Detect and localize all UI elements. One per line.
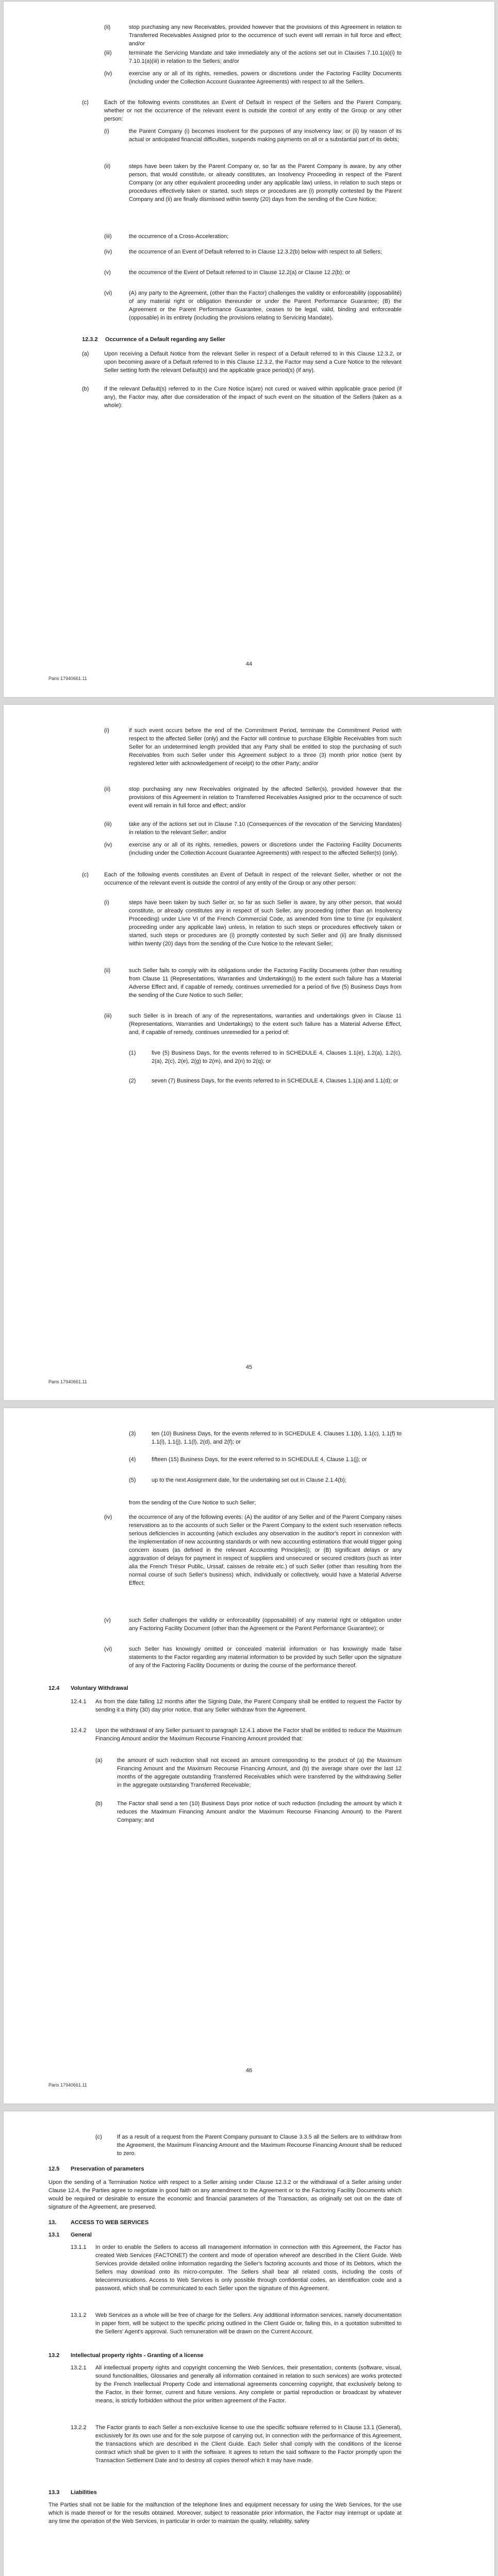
item-label: (5) xyxy=(129,1477,136,1483)
section-heading: Intellectual property rights - Granting of a license xyxy=(71,2352,204,2359)
section-number: 13.1 xyxy=(48,2232,60,2238)
page-number: 46 xyxy=(245,2067,253,2074)
section-heading: Voluntary Withdrawal xyxy=(71,1685,128,1691)
item-text: up to the next Assignment date, for the undertaking set out in Clause 2.1.4(b); xyxy=(152,1477,346,1483)
item-text: the occurrence of a Cross-Acceleration; xyxy=(129,233,229,240)
item-text: the occurrence of the Event of Default referred to in Clause 12.2(a) or Clause 12.2(b); or xyxy=(129,269,351,276)
page-footer: Paris 17940661.11 xyxy=(48,676,87,681)
item-label: (i) xyxy=(104,900,109,906)
item-text: Upon receiving a Default Notice from the relevant Seller in respect of a Default referred to in this Clause 12.3.2, or upon becoming aware of a Default referred to in this Clause 12.3.2, the Factor may send a Cure Notice to the relevant Seller setting forth the relevant Default(s) and the applicable grace period(s) (if any). xyxy=(104,351,402,374)
section-number: 13.3 xyxy=(48,2489,60,2496)
item-text: the occurrence of any of the following events: (A) the auditor of any Seller and of the Parent Company raises reservations as to the accounts of such Seller or the Parent Company to the extent such reservation reflects serious deficiencies in accounting (which excludes any observation in the auditor's report in connexion with the implementation of new accounting standards or with new accounting estimations that would trigger going concern issues (as defined in the relevant Accounting Principles)); or (B) significant delays or any aggravation of delays for payment in respect of suppliers and unsecured or secured creditors (such as inter alia the French Trésor Public, Urssaf, caisses de retraite etc.) of such Seller (other than resulting from the normal course of such Seller's business) which, individually or collectively, would have a Material Adverse Effect; xyxy=(129,1514,402,1586)
document-page xyxy=(4,2,494,697)
item-label: (iv) xyxy=(104,1514,112,1520)
item-label: (1) xyxy=(129,1050,136,1056)
section-heading: ACCESS TO WEB SERVICES xyxy=(71,2219,149,2226)
item-label: (ii) xyxy=(104,968,111,974)
item-text: such Seller is in breach of any of the representations, warranties and undertakings given in Clause 11 (Representations, Warranties and Undertakings) to the extent such failure has a Material Adverse Effect, and, if capable of remedy, continues unremedied for a period of: xyxy=(129,1013,402,1036)
item-text: five (5) Business Days, for the events referred to in SCHEDULE 4, Clauses 1.1(e), 1.2(a), 1.2(c), 2(a), 2(c), 2(e), 2(g) to 2(m), and 2(n) to 2(q); or xyxy=(152,1050,402,1064)
item-text: The Factor shall send a ten (10) Business Days prior notice of such reduction (including the amount by which it reduces the Maximum Financing Amount and/or the Maximum Recourse Financing Amount) to the Parent Company; and xyxy=(117,1801,402,1823)
item-label: 13.1.2 xyxy=(71,2312,87,2318)
section-number: 12.4 xyxy=(48,1685,60,1691)
item-text: Each of the following events constitutes an Event of Default in respect of the relevant Seller, whether or not the occurrence of the relevant event is outside the control of any entity of the Group or any other person: xyxy=(104,872,402,886)
item-text: steps have been taken by the Parent Company or, so far as the Parent Company is aware, by any other person, that would constitute, or already constitutes, an Insolvency Proceeding in respect of the Parent Company (or any other equivalent proceeding under any applicable law) unless, in relation to such steps or procedures effectively taken or started, such steps or procedures are (i) promptly contested by the Parent Company and (ii) are finally dismissed within twenty (20) days from the sending of the Cure Notice; xyxy=(129,163,402,202)
item-text: the occurrence of an Event of Default referred to in Clause 12.3.2(b) below with respect to all Sellers; xyxy=(129,249,382,255)
page-footer: Paris 17940661.11 xyxy=(48,1379,87,1384)
item-label: (a) xyxy=(95,1757,103,1764)
item-label: (iv) xyxy=(104,249,112,255)
section-heading: Liabilities xyxy=(71,2489,97,2496)
item-label: (iii) xyxy=(104,1013,112,1019)
item-text: The Factor grants to each Seller a non-exclusive license to use the specific software referred to in Clause 13.1 (General), exclusively for its own use and for the sole purpose of carrying out, in connection with the performance of this Agreement, the transactions which are described in the Client Guide. Each Seller shall comply with the conditions of the license contract which shall be given to it with the software. It agrees to return the said software to the Factor promptly upon the Transaction Settlement Date and to destroy all copies thereof which it may have made. xyxy=(95,2425,402,2464)
item-text: such Seller has knowingly omitted or concealed material information or has knowingly made false statements to the Factor regarding any material information to be provided by such Seller upon the signature of any of the Factoring Facility Documents or during the course of the performance thereof. xyxy=(129,1646,402,1669)
item-label: (c) xyxy=(95,2134,102,2140)
item-text: As from the date falling 12 months after the Signing Date, the Parent Company shall be entitled to request the Factor by sending it a thirty (30) day prior notice, that any Seller withdraw from the Agreement. xyxy=(95,1699,402,1713)
item-label: (c) xyxy=(82,872,89,878)
item-text: such Seller challenges the validity or enforceability (opposabilité) of any material right or obligation under any Factoring Facility Document (other than the Agreement or the Parent Performance Guarantee); or xyxy=(129,1617,402,1632)
page-number: 45 xyxy=(245,1364,253,1370)
item-text: stop purchasing any new Receivables originated by the affected Seller(s), provided however that the provisions of this Agreement in relation to Transferred Receivables Assigned prior to the occurrence of such event will remain in full force and effect; and/or xyxy=(129,786,402,809)
item-label: (b) xyxy=(82,386,89,392)
item-label: (b) xyxy=(95,1801,103,1807)
item-label: (vi) xyxy=(104,1646,112,1652)
item-label: (vi) xyxy=(104,290,112,296)
section-number: 13.2 xyxy=(48,2352,60,2359)
item-label: (3) xyxy=(129,1431,136,1437)
item-label: 12.4.1 xyxy=(71,1699,87,1705)
item-text: take any of the actions set out in Clause 7.10 (Consequences of the revocation of the Servicing Mandates) in relation to the relevant Seller; and/or xyxy=(129,821,402,836)
section-heading: Occurrence of a Default regarding any Seller xyxy=(105,336,225,343)
item-label: 13.2.2 xyxy=(71,2425,87,2431)
item-label: (v) xyxy=(104,269,111,276)
item-label: (v) xyxy=(104,1617,111,1623)
item-label: (c) xyxy=(82,99,89,106)
document-page xyxy=(4,2111,494,2576)
item-label: (i) xyxy=(104,128,109,134)
page-footer: Paris 17940661.11 xyxy=(48,2082,87,2088)
section-number: 12.3.2 xyxy=(82,336,98,343)
item-label: (iii) xyxy=(104,50,112,56)
item-text: fifteen (15) Business Days, for the event referred to in SCHEDULE 4, Clause 1.1(j); or xyxy=(152,1456,367,1463)
section-heading: Preservation of parameters xyxy=(71,2166,144,2172)
item-text: (A) any party to the Agreement, (other than the Factor) challenges the validity or enforceability (opposabilité) of any material right or obligation thereunder or under the Parent Performance Guarantee; (B) the Agreement or the Parent Performance Guarantee, ceases to be legal, valid, binding and enforceable (opposable) in its entirety (including the provisions relating to Servicing Mandate). xyxy=(129,290,402,321)
item-text: steps have been taken by such Seller or, so far as such Seller is aware, by any other person, that would constitute, or already constitutes any in respect of such Seller, any proceeding (other than an Insolvency Proceeding) under Livre VI of the French Commercial Code, as amended from time to time (or equivalent proceeding under any applicable law) unless, in relation to such steps or procedures effectively taken or started, such steps or procedures are (i) promptly contested by such Seller and (ii) are finally dismissed within twenty (20) days from the sending of the Cure Notice to the relevant Seller; xyxy=(129,900,402,947)
document-page xyxy=(4,705,494,1400)
item-label: 13.2.1 xyxy=(71,2365,87,2371)
item-label: (2) xyxy=(129,1078,136,1084)
item-text: exercise any or all of its rights, remedies, powers or discretions under the Factoring Facility Documents (including under the Collection Account Guarantee Agreements) with respect to the affected Seller(s) (only). xyxy=(129,842,402,856)
paragraph: Upon the sending of a Termination Notice with respect to a Seller arising under Clause 12.3.2 or the withdrawal of a Seller arising under Clause 12.4, the Parties agree to negotiate in good faith on any amendment to the Agreement or to the Factoring Facility Documents which would be required or desirable to ensure the economic and financial parameters of the Transaction, as originally set out on the date of signature of the Agreement, are preserved. xyxy=(48,2179,402,2210)
item-text: Each of the following events constitutes an Event of Default in respect of the Sellers and the Parent Company, whether or not the occurrence of the relevant event is outside the control of any entity of the Group or any other person: xyxy=(104,99,402,122)
item-text: terminate the Servicing Mandate and take immediately any of the actions set out in Clauses 7.10.1(a)(i) to 7.10.1(a)(iii) in relation to the Sellers; and/or xyxy=(129,50,402,64)
item-label: (a) xyxy=(82,351,89,357)
item-text: seven (7) Business Days, for the events referred to in SCHEDULE 4, Clauses 1.1(a) and 1.1(d); or xyxy=(152,1078,399,1084)
document-page xyxy=(4,1408,494,2104)
item-label: (iii) xyxy=(104,233,112,240)
item-text: if such event occurs before the end of the Commitment Period, terminate the Commitment Period with respect to the affected Seller (only) and the Factor will continue to purchase Eligible Receivables from such Seller for an undetermined length provided that any Party shall be entitled to stop the purchasing of such Receivables from such Seller under this Agreement subject to a three (3) month prior notice (sent by registered letter with acknowledgement of receipt) to the other Party; and/or xyxy=(129,727,402,767)
item-label: 12.4.2 xyxy=(71,1727,87,1734)
item-text: stop purchasing any new Receivables, provided however that the provisions of this Agreement in relation to Transferred Receivables Assigned prior to the occurrence of such event will remain in full force and effect; and/or xyxy=(129,24,402,47)
item-text: In order to enable the Sellers to access all management information in connection with this Agreement, the Factor has created Web Services (FACTONET) the content and mode of operation whereof are described in the Client Guide. Web Services provide detailed online information regarding the Seller's factoring accounts and those of its Debtors, which the Sellers may download onto its micro-computer. The Sellers shall bear all related costs, including the costs of telecommunications. Access to Web Services is only possible through confidential codes, an identification code and a password, which shall be communicated to each Seller upon the signature of this Agreement. xyxy=(95,2244,402,2292)
item-text: ten (10) Business Days, for the events referred to in SCHEDULE 4, Clauses 1.1(b), 1.1(c), 1.1(f) to 1.1(i), 1.1(j), 1.1(l), 2(d), and 2(f); or xyxy=(152,1431,402,1445)
paragraph: The Parties shall not be liable for the malfunction of the telephone lines and equipment necessary for using the Web Services, for the use which is made thereof or for the results obtained. Moreover, subject to reasonable prior information, the Factor may interrupt or update at any time the operation of the Web Services, in particular in order to maintain the quality, reliability, safety xyxy=(48,2502,402,2524)
item-label: (i) xyxy=(104,727,109,734)
item-label: (ii) xyxy=(104,163,111,170)
page-number: 44 xyxy=(245,661,253,667)
item-text: exercise any or all of its rights, remedies, powers or discretions under the Factoring Facility Documents (including under the Collection Account Guarantee Agreements) with respect to all the Sellers. xyxy=(129,71,402,85)
item-label: (iv) xyxy=(104,842,112,848)
item-text: Upon the withdrawal of any Seller pursuant to paragraph 12.4.1 above the Factor shall be entitled to reduce the Maximum Financing Amount and/or the Maximum Recourse Financing Amount provided that: xyxy=(95,1727,402,1742)
section-number: 13. xyxy=(48,2219,57,2226)
section-number: 12.5 xyxy=(48,2166,60,2172)
item-label: (4) xyxy=(129,1456,136,1463)
item-text: Web Services as a whole will be free of charge for the Sellers. Any additional information services, namely documentation in paper form, will be subject to the specific pricing outlined in the Client Guide or, failing this, in a quotation submitted to the Sellers' Agent's approval. Such remuneration will be drawn on the Current Account. xyxy=(95,2312,402,2335)
section-heading: General xyxy=(71,2232,92,2238)
item-text: the Parent Company (i) becomes insolvent for the purposes of any insolvency law; or (ii) by reason of its actual or anticipated financial difficulties, suspends making payments on all or a substantial part of its debts; xyxy=(129,128,402,143)
item-text: the amount of such reduction shall not exceed an amount corresponding to the product of (a) the Maximum Financing Amount and the Maximum Recourse Financing Amount, and (b) the average share over the last 12 months of the aggregate outstanding Transferred Receivables which were transferred by the withdrawing Seller in the aggregate outstanding Transferred Receivable; xyxy=(117,1757,402,1788)
item-label: (ii) xyxy=(104,786,111,792)
item-text: If as a result of a request from the Parent Company pursuant to Clause 3.3.5 all the Sellers are to withdraw from the Agreement, the Maximum Financing Amount and the Maximum Recourse Financing Amount shall be reduced to zero. xyxy=(117,2134,402,2157)
item-label: 13.1.1 xyxy=(71,2244,87,2250)
item-text: If the relevant Default(s) referred to in the Cure Notice is(are) not cured or waived within applicable grace period (if any), the Factor may, after due consideration of the impact of such event on the situation of the Sellers (taken as a whole): xyxy=(104,386,402,409)
item-text: from the sending of the Cure Notice to such Seller; xyxy=(129,1500,256,1506)
item-label: (ii) xyxy=(104,24,111,30)
item-label: (iv) xyxy=(104,71,112,77)
item-text: All intellectual property rights and copyright concerning the Web Services, their presentation, contents (software, visual, sound functionalities, Glossaries and generally all information contained in relation to such services) are works protected by the French Intellectual Property Code and international agreements concerning copyright, that exclusively belong to the Factor, in their former, current and future versions. Any complete or partial reproduction or broadcast by whatever means, is strictly forbidden without the prior written agreement of the Factor. xyxy=(95,2365,402,2404)
item-label: (iii) xyxy=(104,821,112,827)
item-text: such Seller fails to comply with its obligations under the Factoring Facility Documents (other than resulting from Clause 11 (Representations, Warranties and Undertakings)) to the extent such failure has a Material Adverse Effect and, if capable of remedy, continues unremedied for a period of five (5) Business Days from the sending of the Cure Notice to such Seller; xyxy=(129,968,402,998)
